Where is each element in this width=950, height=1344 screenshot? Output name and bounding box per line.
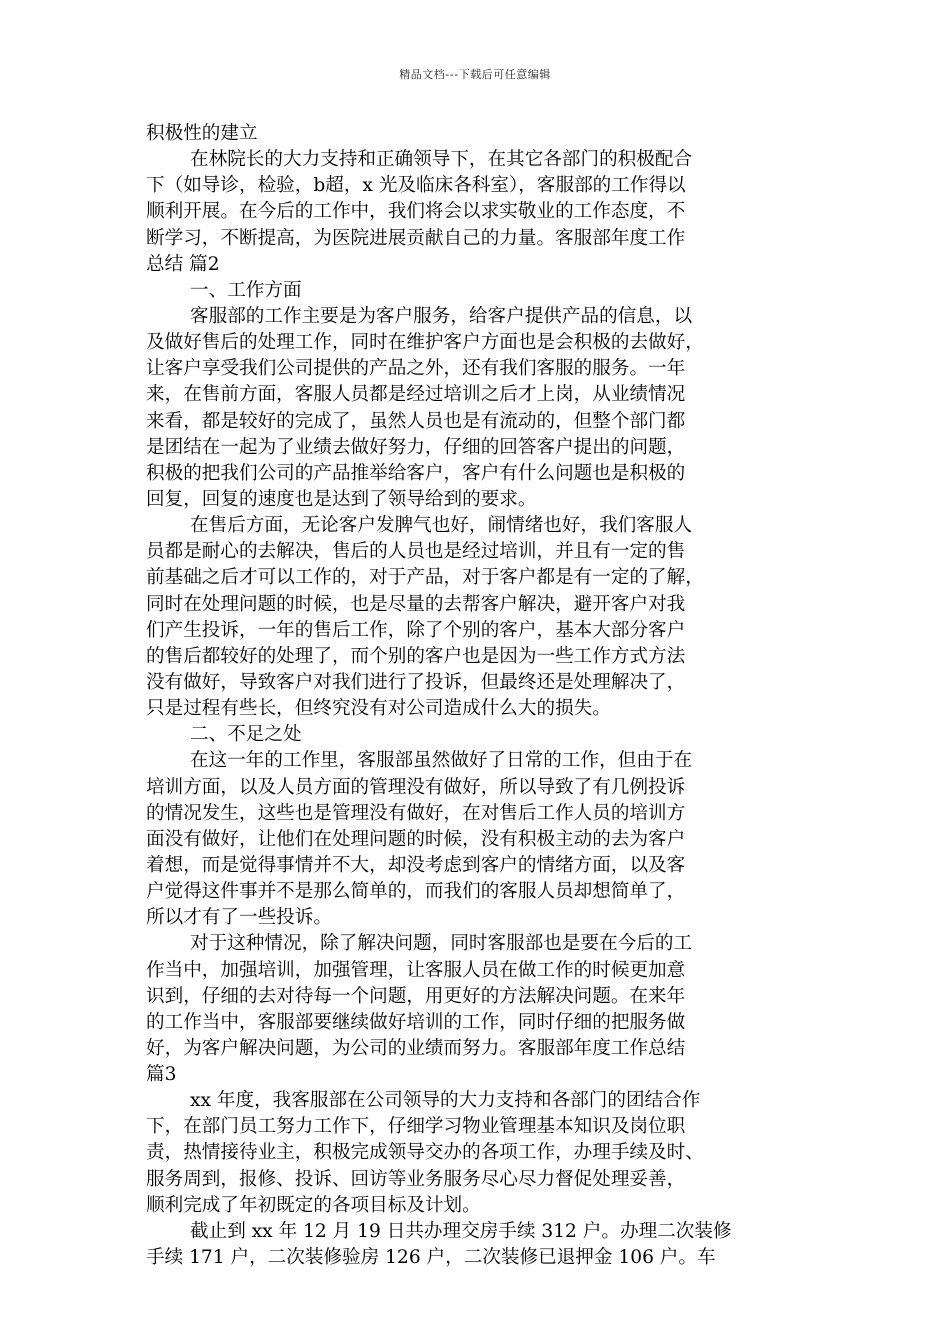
document-body <box>146 121 806 1271</box>
text-line: 培训方面，以及人员方面的管理没有做好，所以导致了有几例投诉 <box>146 776 686 798</box>
text-line: 及做好售后的处理工作，同时在维护客户方面也是会积极的去做好， <box>146 332 704 354</box>
text-line: 没有做好，导致客户对我们进行了投诉，但最终还是处理解决了， <box>146 671 686 693</box>
text-line: 识到，仔细的去对待每一个问题，用更好的方法解决问题。在来年 <box>146 985 686 1007</box>
text-line: 们产生投诉，一年的售后工作，除了个别的客户，基本大部分客户 <box>146 619 686 641</box>
text-line: 回复，回复的速度也是达到了领导给到的要求。 <box>146 488 537 510</box>
text-line: 二、不足之处 <box>190 724 302 746</box>
text-line: 让客户享受我们公司提供的产品之外，还有我们客服的服务。一年 <box>146 358 686 380</box>
text-line: 手续 171 户，二次装修验房 126 户，二次装修已退押金 106 户。车 <box>146 1247 716 1269</box>
text-line: 面没有做好，让他们在处理问题的时候，没有积极主动的去为客户 <box>146 828 686 850</box>
text-line: 来看，都是较好的完成了，虽然人员也是有流动的，但整个部门都 <box>146 410 686 432</box>
text-line: 顺利开展。在今后的工作中，我们将会以求实敬业的工作态度，不 <box>146 201 686 223</box>
text-line: 客服部的工作主要是为客户服务，给客户提供产品的信息，以 <box>190 305 693 327</box>
text-line: 积极的把我们公司的产品推举给客户，客户有什么问题也是积极的 <box>146 462 686 484</box>
text-line: 前基础之后才可以工作的，对于产品，对于客户都是有一定的了解， <box>146 567 704 589</box>
text-line: 同时在处理问题的时候，也是尽量的去帮客户解决，避开客户对我 <box>146 593 686 615</box>
text-line: 服务周到，报修、投诉、回访等业务服务尽心尽力督促处理妥善， <box>146 1168 686 1190</box>
text-line: 所以才有了一些投诉。 <box>146 907 332 929</box>
text-line: 户觉得这件事并不是那么简单的，而我们的客服人员却想简单了， <box>146 881 686 903</box>
text-line: 一、工作方面 <box>190 279 302 301</box>
text-line: 的工作当中，客服部要继续做好培训的工作，同时仔细的把服务做 <box>146 1011 686 1033</box>
text-line: 截止到 xx 年 12 月 19 日共办理交房手续 312 户。办理二次装修 <box>190 1220 732 1242</box>
page-header: 精品文档---下载后可任意编辑 <box>399 68 551 81</box>
text-line: 作当中，加强培训，加强管理，让客服人员在做工作的时候更加意 <box>146 959 686 981</box>
text-line: 积极性的建立 <box>146 123 258 144</box>
text-line: 下，在部门员工努力工作下，仔细学习物业管理基本知识及岗位职 <box>146 1116 686 1138</box>
text-line: 来，在售前方面，客服人员都是经过培训之后才上岗，从业绩情况 <box>146 384 686 406</box>
text-line: 在这一年的工作里，客服部虽然做好了日常的工作，但由于在 <box>190 750 693 772</box>
text-line: 断学习，不断提高，为医院进展贡献自己的力量。客服部年度工作 <box>146 227 686 249</box>
text-line: 员都是耐心的去解决，售后的人员也是经过培训，并且有一定的售 <box>146 541 686 563</box>
text-line: 对于这种情况，除了解决问题，同时客服部也是要在今后的工 <box>190 933 693 955</box>
text-line: 篇3 <box>146 1064 177 1086</box>
text-line: 在林院长的大力支持和正确领导下，在其它各部门的积极配合 <box>190 149 693 171</box>
text-line: 的售后都较好的处理了，而个别的客户也是因为一些工作方式方法 <box>146 645 686 667</box>
text-line: 好，为客户解决问题，为公司的业绩而努力。客服部年度工作总结 <box>146 1037 686 1059</box>
text-line: xx 年度，我客服部在公司领导的大力支持和各部门的团结合作 <box>190 1090 701 1112</box>
text-line: 只是过程有些长，但终究没有对公司造成什么大的损失。 <box>146 698 611 720</box>
text-line: 责，热情接待业主，积极完成领导交办的各项工作，办理手续及时、 <box>146 1142 704 1164</box>
text-line: 总结 篇2 <box>146 253 220 275</box>
text-line: 顺利完成了年初既定的各项目标及计划。 <box>146 1194 481 1216</box>
text-line: 着想，而是觉得事情并不大，却没考虑到客户的情绪方面，以及客 <box>146 854 686 876</box>
text-line: 下（如导诊，检验，b超，x 光及临床各科室），客服部的工作得以 <box>146 175 686 197</box>
text-line: 在售后方面，无论客户发脾气也好，闹情绪也好，我们客服人 <box>190 515 693 537</box>
text-line: 是团结在一起为了业绩去做好努力，仔细的回答客户提出的问题， <box>146 436 686 458</box>
text-line: 的情况发生，这些也是管理没有做好，在对售后工作人员的培训方 <box>146 802 686 824</box>
